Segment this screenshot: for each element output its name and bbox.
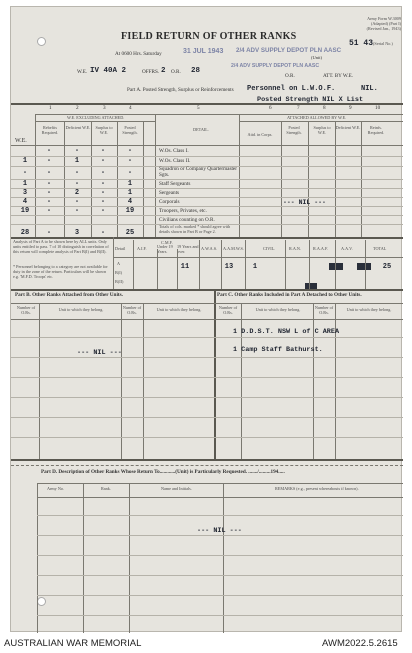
table-cell: -	[74, 169, 80, 177]
punch-hole	[37, 37, 46, 46]
we-value-cell: 3	[22, 189, 28, 197]
col-number: 10	[375, 105, 381, 111]
or-label: O.R.	[171, 69, 181, 75]
table-cell: -	[100, 189, 106, 197]
rule	[37, 595, 403, 596]
table-cell: 1	[74, 157, 80, 165]
table-cell: -	[100, 147, 106, 155]
rule	[37, 535, 403, 536]
part-b-col-head: Unit to which they belong.	[156, 307, 202, 312]
table-cell: -	[74, 207, 80, 215]
rule	[335, 303, 336, 459]
we-value-cell: 1	[22, 157, 28, 165]
we-value-cell: -	[22, 169, 28, 177]
rule	[37, 555, 403, 556]
rule	[241, 303, 242, 459]
table-cell: 4	[127, 198, 133, 206]
analysis-row-label: B(I)	[115, 270, 122, 275]
col-number: 3	[103, 105, 106, 111]
rule	[11, 357, 403, 358]
rule	[35, 121, 155, 122]
table-cell: 1	[127, 189, 133, 197]
rule	[11, 303, 403, 304]
rule	[143, 303, 144, 459]
rule	[239, 179, 403, 180]
archive-credit: AUSTRALIAN WAR MEMORIAL	[4, 638, 142, 649]
right-group-header: ATTACHED ALLOWED BY W.E.	[287, 115, 347, 120]
or2-label: O.R.	[285, 73, 295, 79]
part-a-heading: Part A. Posted Strength, Surplus or Reinforcements	[127, 87, 234, 93]
form-id-line: Army Form W.3009	[367, 16, 401, 21]
punch-hole	[37, 597, 46, 606]
analysis-col-head: A.A.V.	[341, 246, 353, 251]
serial-label: (Serial No.)	[373, 41, 393, 46]
rule	[239, 206, 403, 207]
rule	[11, 289, 403, 291]
rule	[11, 145, 403, 146]
asterisk-note: * Personnel belonging to a category are not available for duty in the zone of the return. Particulars will be shown e.g. 'M.F.D. Troops' etc.	[13, 264, 108, 279]
col-head: Deficient W.E.	[65, 125, 91, 130]
analysis-total: 25	[382, 263, 392, 271]
table-cell: 2	[74, 189, 80, 197]
analysis-row-label: A	[117, 261, 121, 266]
we-value-cell: 1	[22, 180, 28, 188]
part-c-col-head: Number of O.Rs.	[314, 305, 334, 315]
analysis-value: 13	[224, 263, 234, 271]
analysis-col-head: Detail	[115, 246, 126, 251]
rule	[11, 319, 403, 320]
detail-label: W.Os. Class II.	[159, 158, 191, 164]
part-b-col-head: Number of O.Rs.	[122, 305, 142, 315]
col-head: Posted Strength.	[286, 125, 302, 135]
rule	[37, 515, 403, 516]
analysis-col-head: 19 Years and over.	[177, 244, 199, 254]
part-d-col-head: Army No.	[47, 486, 64, 491]
analysis-col-head: A.I.F.	[137, 246, 147, 251]
rule	[35, 114, 36, 237]
redaction-block	[357, 263, 371, 270]
part-c-entry: 1 D.D.S.T. NSW L of C AREA	[233, 328, 340, 336]
part-d-nil: --- NIL ---	[197, 527, 242, 535]
part-c-col-head: Unit to which they belong.	[255, 307, 301, 312]
rule	[83, 483, 84, 633]
rule	[239, 188, 403, 189]
part-b-heading: Part B. Other Ranks Attached from Other Units.	[15, 292, 123, 298]
detail-label: Squadron or Company Quartermaster Sgts.	[159, 166, 237, 178]
rule	[365, 240, 366, 289]
table-cell: -	[46, 198, 52, 206]
serial-number: 51 43	[349, 39, 374, 48]
rule	[121, 303, 122, 459]
rule	[11, 437, 403, 438]
part-c-col-head: Unit to which they belong.	[346, 307, 392, 312]
col-head: Attd. in Corps.	[247, 132, 273, 137]
form-sheet	[10, 6, 402, 632]
part-c-heading: Part C. Other Ranks Included in Part A Detached to Other Units.	[217, 292, 362, 298]
analysis-col-head: R.A.A.F.	[313, 246, 329, 251]
rule	[11, 215, 239, 216]
detail-label: Troopers, Privates, etc.	[159, 208, 207, 214]
table-cell: -	[100, 229, 106, 237]
form-title: FIELD RETURN OF OTHER RANKS	[121, 31, 297, 42]
table-cell: -	[100, 180, 106, 188]
part-c-col-head: Number of O.Rs.	[218, 305, 238, 315]
rule	[335, 240, 336, 289]
col-number: 5	[197, 105, 200, 111]
we-value-cell: 19	[20, 207, 30, 215]
col-number: 8	[323, 105, 326, 111]
part-d-heading: Part D. Description of Other Ranks Whose Return To............(Unit) is Particularly Requested. ......./.........194.....	[41, 469, 285, 475]
table-cell: -	[100, 157, 106, 165]
rule	[223, 483, 224, 633]
left-group-header: W.E. EXCLUDING ATTACHED.	[67, 115, 125, 120]
col-head: Surplus to W.E.	[95, 125, 113, 135]
analysis-col-head: Under 19 Years.	[157, 244, 173, 254]
rule	[199, 240, 200, 289]
table-cell: -	[127, 147, 133, 155]
table-cell: -	[46, 147, 52, 155]
table-cell: -	[74, 180, 80, 188]
rule	[37, 615, 403, 616]
att-label: ATT. BY W.E.	[323, 73, 354, 79]
table-cell: -	[74, 198, 80, 206]
rule	[239, 156, 403, 157]
table-cell: 1	[127, 180, 133, 188]
rule	[37, 483, 403, 484]
detail-label: Sergeants	[159, 190, 180, 196]
attached-nil: --- NIL ---	[283, 199, 326, 206]
table-cell: -	[127, 169, 133, 177]
rule	[313, 303, 314, 459]
reinforcement-note: Personnel on L.W.O.F.	[247, 85, 336, 93]
offrs-label: OFFRS.	[142, 69, 160, 75]
part-d-col-head: REMARKS (e.g., present whereabouts if known).	[275, 486, 359, 491]
rule	[245, 240, 246, 289]
analysis-note: Analysis of Part A to be shown here by ALL units. Only units entitled to pass. 7 of 10 distinguish in correlation of this return will complete analysis of Part B(I) and B(II).	[13, 239, 109, 254]
rule	[221, 240, 222, 289]
archive-reference: AWM2022.5.2615	[322, 638, 398, 649]
analysis-value: 11	[180, 263, 190, 271]
analysis-col-head: TOTAL	[373, 246, 387, 251]
rule	[129, 483, 130, 633]
table-cell: -	[46, 207, 52, 215]
posted-strength-typed: Posted Strength NIL X List	[257, 96, 364, 104]
rule	[11, 459, 403, 461]
part-b-col-head: Unit to which they belong.	[58, 307, 104, 312]
rule	[157, 249, 158, 289]
unit-stamp: 2/4 ADV SUPPLY DEPOT PLN AASC	[236, 47, 342, 54]
table-cell: -	[46, 169, 52, 177]
form-id	[333, 17, 401, 31]
we-value-cell: 4	[22, 198, 28, 206]
rule	[37, 483, 38, 633]
analysis-col-head: A.A.M.W.S.	[223, 246, 244, 251]
rule	[239, 197, 403, 198]
rule	[309, 240, 310, 289]
col-head: DETAIL.	[193, 127, 209, 132]
rule	[155, 114, 156, 237]
col-number: 4	[129, 105, 132, 111]
form-id-line: (Adapted) (Part I)	[371, 20, 401, 26]
rule	[133, 240, 134, 289]
col-head: Rebefits Required.	[41, 125, 59, 135]
rule	[11, 417, 403, 418]
detail-label: Corporals	[159, 199, 180, 205]
analysis-col-head: A.W.A.S.	[201, 246, 218, 251]
rule	[239, 121, 403, 122]
rule	[214, 289, 216, 459]
detail-label: Totals of cols. marked * should agree with details shown in Part B or Page 2.	[159, 224, 231, 234]
rule	[285, 240, 286, 289]
rule	[239, 215, 403, 216]
at-hours-label: At 0600 Hrs. Saturday	[115, 51, 162, 57]
table-cell: -	[74, 147, 80, 155]
table-cell: 19	[125, 207, 135, 215]
we-value: IV 40A 2	[90, 67, 127, 75]
column-numbers	[11, 105, 403, 113]
we-value-cell: 28	[20, 229, 30, 237]
analysis-col-head: CIVIL.	[263, 246, 276, 251]
table-cell: -	[46, 229, 52, 237]
table-cell: -	[100, 207, 106, 215]
rule	[239, 114, 240, 237]
detail-label: Civilians counting on O.R.	[159, 217, 215, 223]
unit-label: (Unit)	[311, 55, 322, 60]
part-d-col-head: Name and Initials.	[161, 486, 192, 491]
cmf-label: C.M.F.	[161, 240, 173, 245]
rule	[239, 224, 403, 225]
unit-stamp-second	[231, 63, 319, 69]
rule	[39, 303, 40, 459]
offrs-value: 2	[161, 67, 166, 75]
rule	[113, 237, 114, 289]
col-head: Reinfs. Required.	[367, 125, 385, 135]
or-value: 28	[191, 67, 201, 75]
part-c-entry: 1 Camp Staff Bathurst.	[233, 346, 323, 354]
redaction-block	[329, 263, 343, 270]
form-id-line: (Revised Jan., 1943)	[366, 25, 401, 31]
part-d-col-head: Rank.	[101, 486, 111, 491]
analysis-col-head: R.A.N.	[289, 246, 301, 251]
detail-label: W.Os. Class I.	[159, 148, 189, 154]
date-stamp: 31 JUL 1943	[183, 48, 224, 55]
rule	[37, 497, 403, 498]
col-number: 7	[297, 105, 300, 111]
col-head: Surplus to W.E.	[313, 125, 331, 135]
table-cell: -	[46, 189, 52, 197]
part-b-col-head: Number of O.Rs.	[16, 305, 36, 315]
table-cell: 25	[125, 229, 135, 237]
col-number: 1	[49, 105, 52, 111]
table-cell: -	[46, 157, 52, 165]
col-head: Deficient W.E.	[335, 125, 361, 130]
nil-typed: NIL.	[361, 85, 378, 93]
perforation-line	[11, 465, 403, 466]
we-side-label: W.E.	[15, 138, 27, 144]
part-b-nil: --- NIL ---	[77, 349, 122, 357]
table-cell: -	[46, 180, 52, 188]
table-cell: -	[100, 198, 106, 206]
table-cell: -	[100, 169, 106, 177]
col-number: 2	[76, 105, 79, 111]
unit-stamp-text: 2/4 ADV SUPPLY DEPOT PLN AASC	[231, 63, 320, 69]
rule	[11, 397, 403, 398]
col-number: 9	[349, 105, 352, 111]
col-number: 6	[269, 105, 272, 111]
rule	[37, 575, 403, 576]
rule	[11, 337, 403, 338]
analysis-row-label: B(II)	[115, 279, 124, 284]
table-cell: 3	[74, 229, 80, 237]
detail-label: Staff Sergeants	[159, 181, 191, 187]
rule	[239, 166, 403, 167]
analysis-value: 1	[252, 263, 258, 271]
rule	[177, 249, 178, 289]
we-label: W.E.	[77, 69, 88, 75]
col-head: Posted Strength.	[122, 125, 138, 135]
table-cell: -	[127, 157, 133, 165]
rule	[11, 377, 403, 378]
